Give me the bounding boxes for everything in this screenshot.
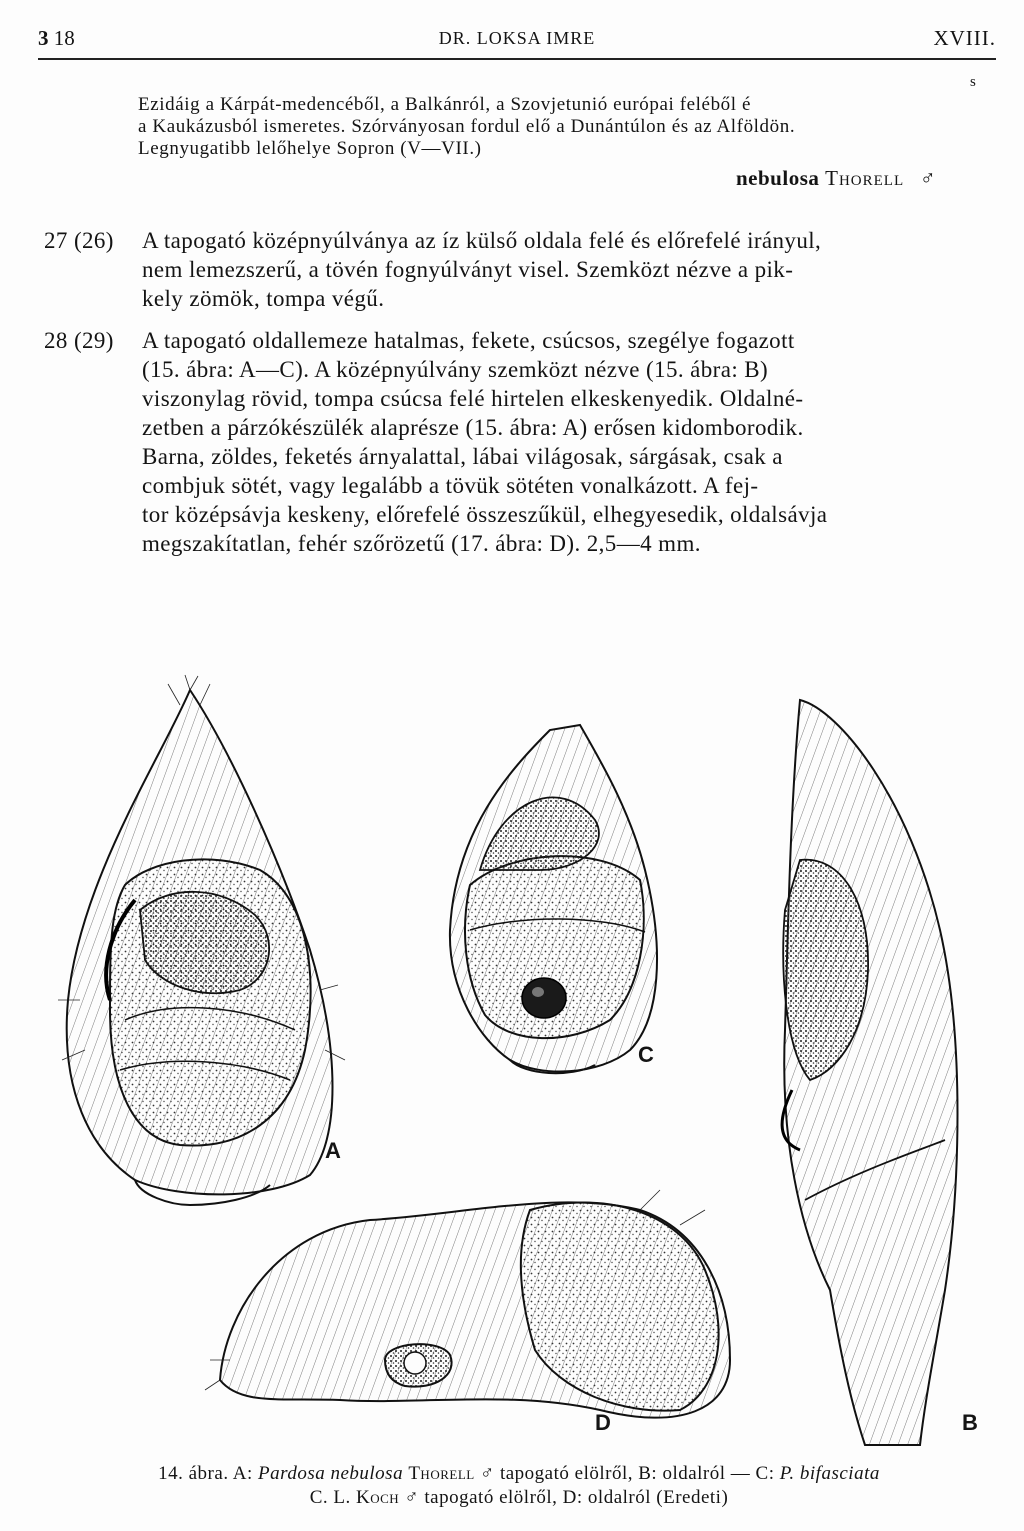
figure-label-d: D (595, 1410, 611, 1435)
couplet-text (142, 326, 1004, 558)
couplet-line: megszakítatlan, fehér szőrözetű (17. ábra: D). 2,5—4 mm. (142, 531, 701, 556)
figure-b-drawing (782, 700, 957, 1445)
species-name (736, 166, 936, 191)
caption-author-2-initials: C. L. (309, 1487, 351, 1508)
male-symbol: ♂ (919, 166, 937, 190)
figure-plate (40, 670, 1000, 1460)
couplet-text (142, 226, 1004, 313)
figure-caption (40, 1462, 998, 1510)
volume-number: XVIII. (933, 26, 996, 50)
running-header (38, 26, 996, 54)
figure-label-a: A (325, 1138, 341, 1163)
couplet-line: nem lemezszerű, a tövén fognyúlványt visel. Szemközt nézve a pik- (142, 257, 794, 282)
caption-part-1: tapogató elölről, B: oldalról — C: (499, 1463, 775, 1484)
intro-line: a Kaukázusból ismeretes. Szórványosan fordul elő a Dunántúlon és az Alföldön. (138, 116, 796, 137)
palp-illustrations (40, 670, 1000, 1460)
couplet-line: tor középsávja keskeny, előrefelé összeszűkül, elhegyesedik, oldalsávja (142, 502, 828, 527)
species-author: Thorell (825, 166, 905, 190)
couplet-line: (15. ábra: A—C). A középnyúlvány szemközt nézve (15. ábra: B) (142, 357, 769, 382)
page-number-value: 18 (53, 26, 75, 50)
figure-c-drawing (450, 725, 657, 1073)
caption-part-2: tapogató elölről, D: oldalról (Eredeti) (424, 1487, 729, 1508)
author-name: DR. LOKSA IMRE (438, 28, 596, 48)
intro-paragraph (138, 94, 998, 160)
figure-d-drawing (205, 1190, 730, 1418)
couplet-line: A tapogató középnyúlványa az íz külső oldala felé és előrefelé irányul, (142, 228, 822, 253)
species-epithet: nebulosa (736, 166, 820, 190)
page-number-prefix: 3 (38, 26, 49, 50)
couplet-27 (44, 226, 1004, 316)
caption-line-1 (40, 1462, 998, 1486)
intro-line: Legnyugatibb lelőhelye Sopron (V—VII.) (138, 138, 482, 159)
couplet-line: zetben a párzókészülék alaprésze (15. ábra: A) erősen kidomborodik. (142, 415, 804, 440)
caption-a-label: A: (232, 1463, 253, 1484)
caption-figure-number: 14. ábra. (158, 1463, 229, 1484)
header-rule (38, 58, 996, 60)
couplet-number: 28 (29) (44, 328, 114, 353)
couplet-line: viszonylag rövid, tompa csúcsa felé hirtelen elkeskenyedik. Oldalné- (142, 386, 804, 411)
caption-line-2 (40, 1486, 998, 1510)
caption-sex-1: ♂ (479, 1463, 495, 1484)
couplet-line: kely zömök, tompa végű. (142, 286, 385, 311)
figure-label-c: C (638, 1042, 654, 1067)
couplet-line: Barna, zöldes, feketés árnyalattal, lábai világosak, sárgásak, csak a (142, 444, 783, 469)
caption-species-2: P. bifasciata (779, 1463, 880, 1484)
caption-species-1: Pardosa nebulosa (258, 1463, 404, 1484)
intro-line: Ezidáig a Kárpát-medencéből, a Balkánról, a Szovjetunió európai feléből é (138, 94, 752, 115)
caption-author-2: Koch (355, 1487, 400, 1508)
figure-a-drawing (58, 675, 345, 1205)
figure-label-b: B (962, 1410, 978, 1435)
stray-mark: s (970, 74, 976, 90)
couplet-line: combjuk sötét, vagy legalább a tövük sötéten vonalkázott. A fej- (142, 473, 759, 498)
couplet-line: A tapogató oldallemeze hatalmas, fekete, csúcsos, szegélye fogazott (142, 328, 795, 353)
couplet-28 (44, 326, 1004, 566)
caption-author-1: Thorell (408, 1463, 475, 1484)
couplet-number: 27 (26) (44, 228, 114, 253)
caption-sex-2: ♂ (404, 1487, 420, 1508)
